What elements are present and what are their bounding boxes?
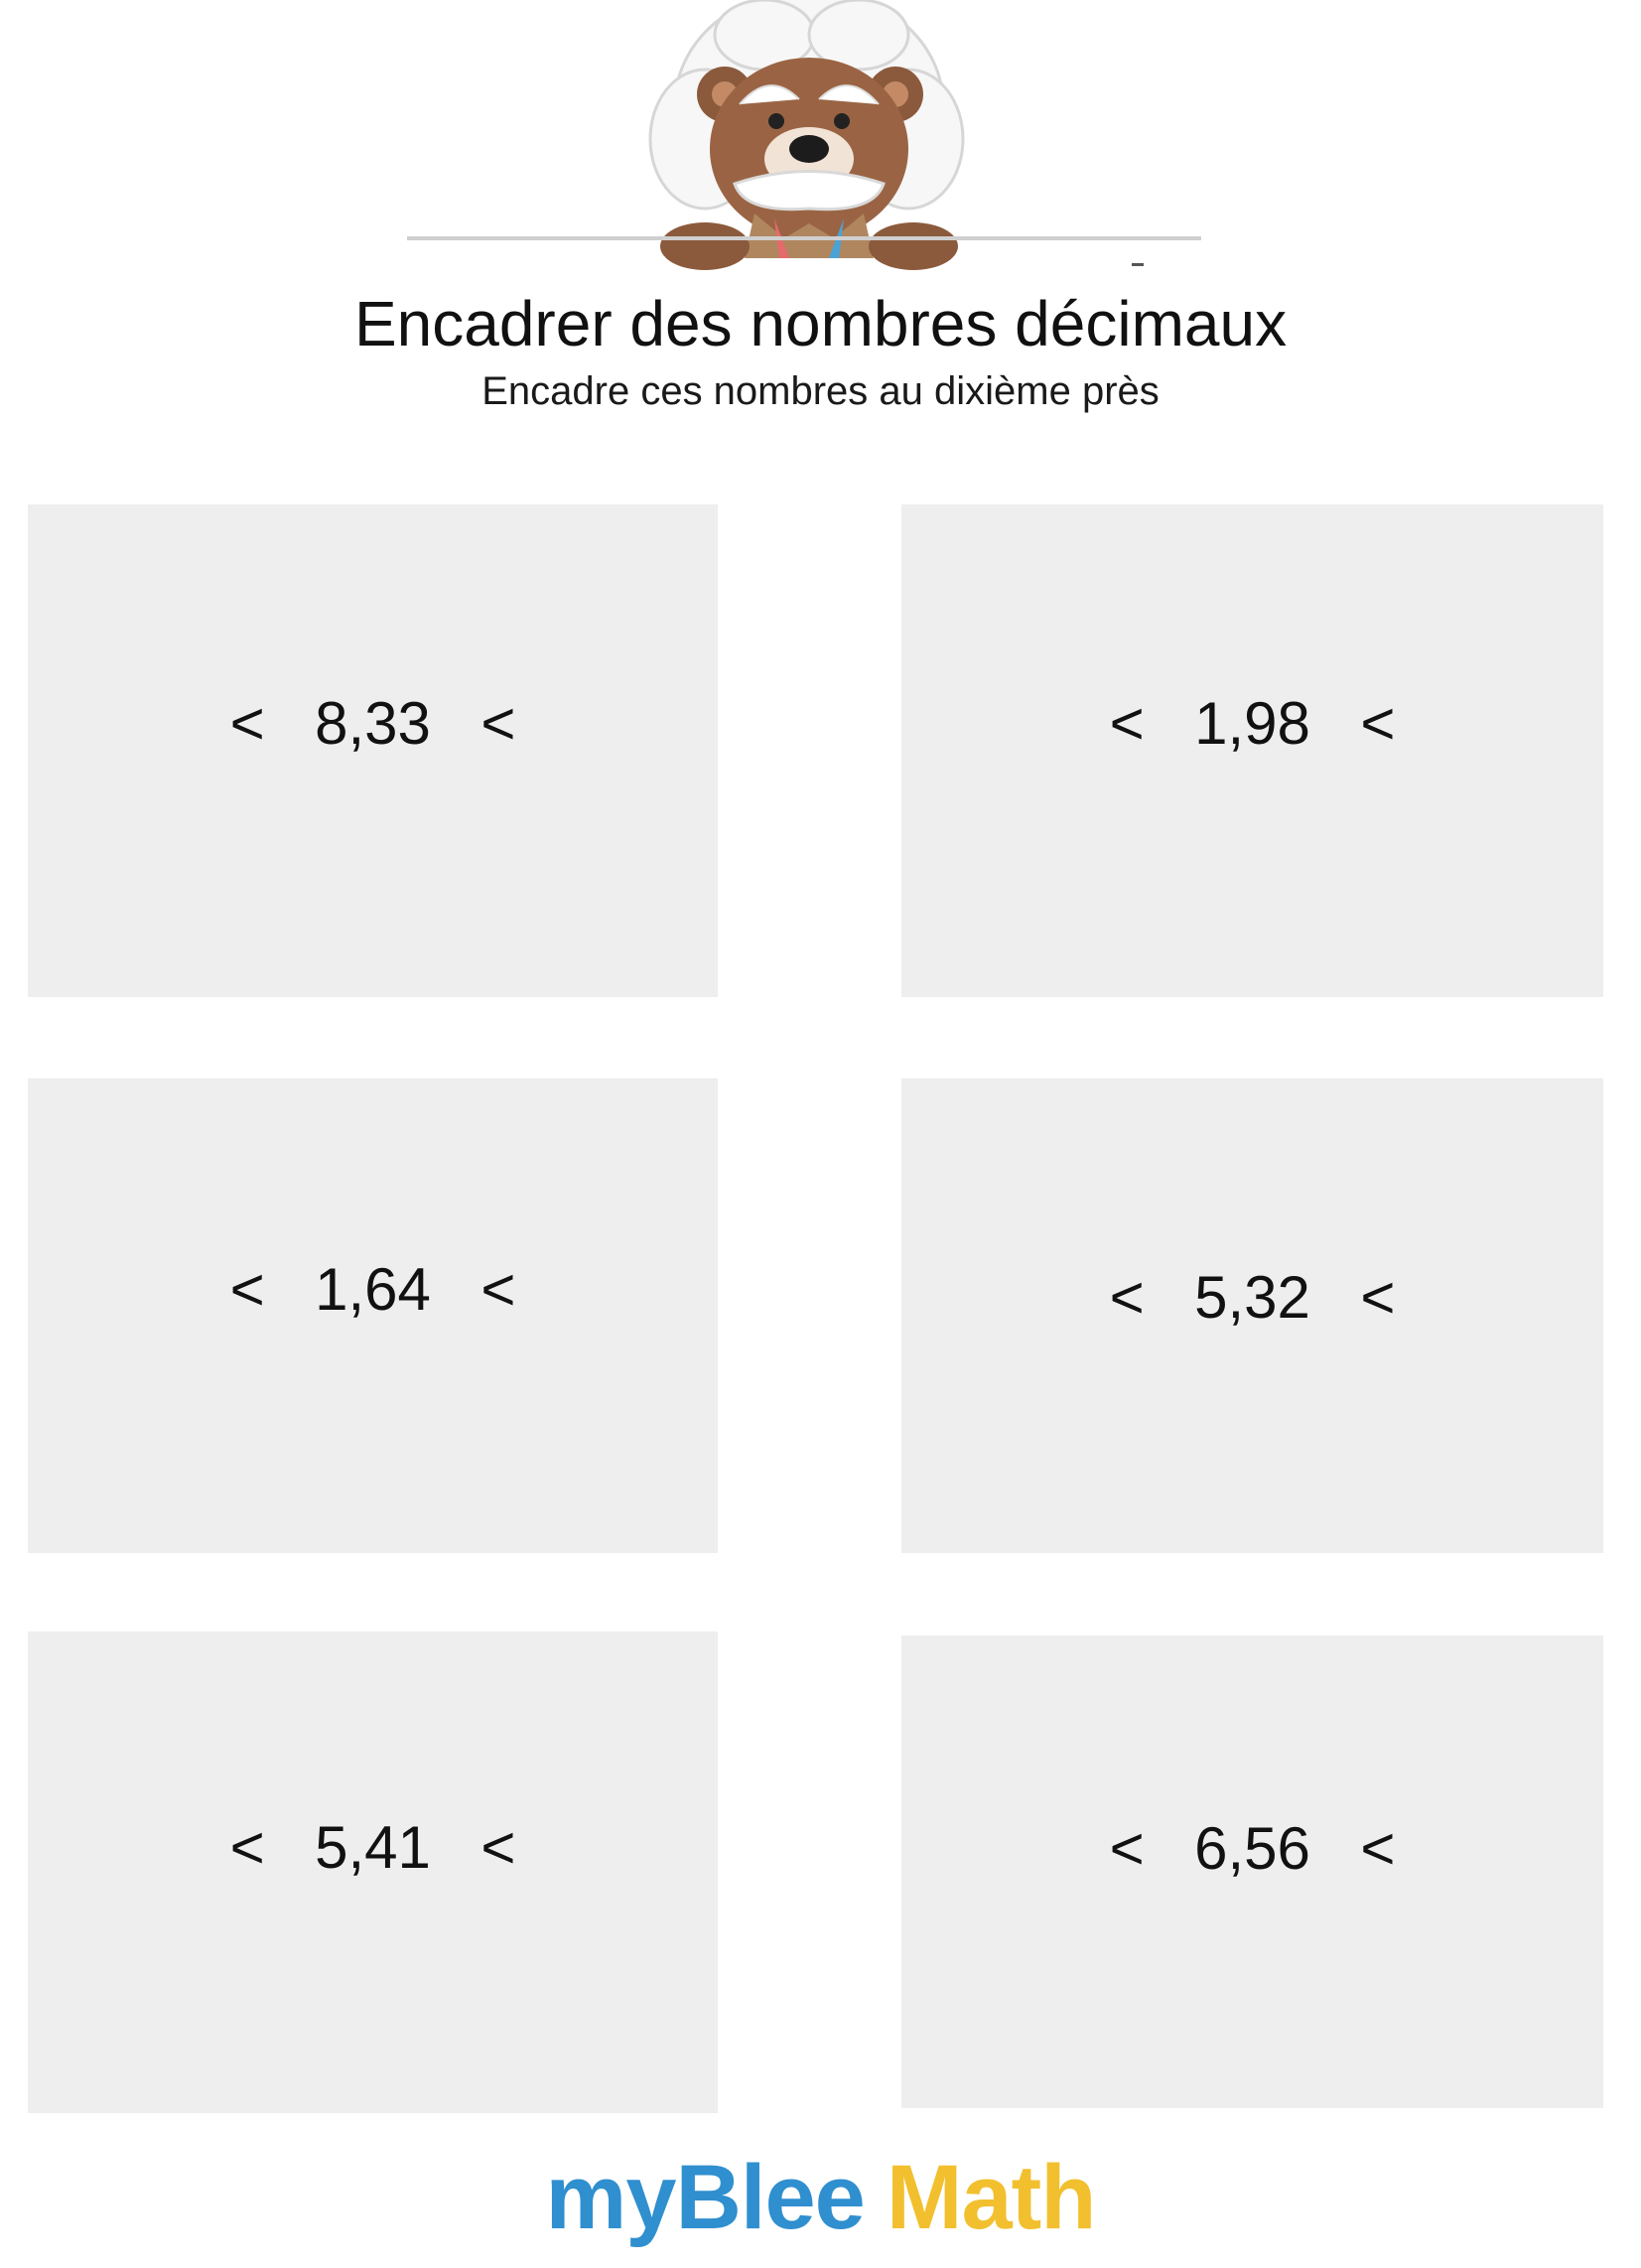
less-than-sign-right: < (480, 1814, 516, 1881)
exercise-card (28, 504, 718, 997)
exercise-expression (901, 689, 1603, 759)
less-than-sign-left: < (1109, 1815, 1145, 1882)
exercise-expression (28, 689, 718, 759)
exercise-card (901, 1078, 1603, 1553)
page-subtitle: Encadre ces nombres au dixième près (481, 369, 1160, 413)
exercise-number: 5,32 (1194, 1264, 1310, 1331)
page-title: Encadrer des nombres décimaux (353, 288, 1288, 359)
exercise-number: 8,33 (315, 690, 431, 757)
exercise-expression (28, 1813, 718, 1883)
less-than-sign-left: < (229, 1814, 265, 1881)
logo-text-my: my (545, 2147, 676, 2248)
logo-text-math: Math (886, 2147, 1096, 2248)
exercise-expression (901, 1263, 1603, 1333)
less-than-sign-left: < (1109, 690, 1145, 757)
exercise-card (28, 1078, 718, 1553)
bear-scientist-mascot-icon (407, 0, 1231, 273)
exercise-number: 5,41 (315, 1814, 431, 1881)
exercise-expression (901, 1814, 1603, 1884)
exercise-card (901, 504, 1603, 997)
brand-logo (0, 2148, 1641, 2247)
exercise-number: 6,56 (1194, 1815, 1310, 1882)
less-than-sign-right: < (1360, 1815, 1396, 1882)
exercise-number: 1,64 (315, 1256, 431, 1323)
exercise-card (901, 1635, 1603, 2108)
exercise-expression (28, 1255, 718, 1325)
less-than-sign-right: < (480, 1256, 516, 1323)
less-than-sign-left: < (1109, 1264, 1145, 1331)
less-than-sign-right: < (1360, 1264, 1396, 1331)
less-than-sign-left: < (229, 1256, 265, 1323)
exercise-number: 1,98 (1194, 690, 1310, 757)
less-than-sign-right: < (1360, 690, 1396, 757)
less-than-sign-left: < (229, 690, 265, 757)
exercise-card (28, 1631, 718, 2113)
logo-text-blee: Blee (675, 2147, 865, 2248)
less-than-sign-right: < (480, 690, 516, 757)
